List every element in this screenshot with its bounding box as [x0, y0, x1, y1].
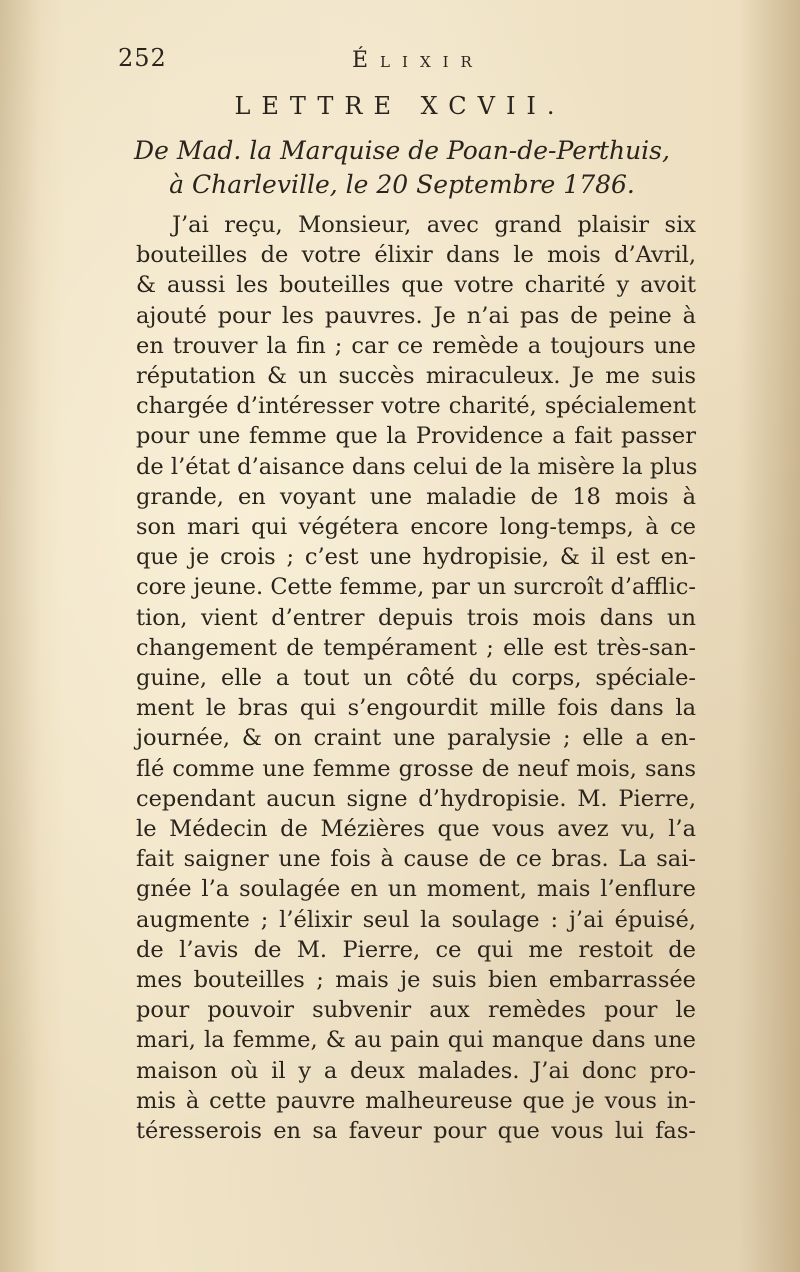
body-line: fait saigner une fois à cause de ce bras. La sai-: [136, 846, 696, 873]
body-line: de l’avis de M. Pierre, ce qui me restoit de: [136, 936, 696, 963]
salutation-line-2: à Charleville, le 20 Septembre 1786.: [169, 170, 635, 199]
body-line: & aussi les bouteilles que votre charité y avoit: [136, 272, 696, 299]
body-line: mes bouteilles ; mais je suis bien embarrassée: [136, 967, 696, 994]
body-line: flé comme une femme grosse de neuf mois, sans: [136, 755, 696, 782]
body-line: tion, vient d’entrer depuis trois mois dans un: [136, 604, 696, 631]
body-line: maison où il y a deux malades. J’ai donc pro-: [136, 1057, 696, 1084]
body-line: guine, elle a tout un côté du corps, spéciale-: [136, 665, 696, 692]
running-head: [118, 44, 558, 84]
body-line: de l’état d’aisance dans celui de la misère la plus: [136, 453, 698, 480]
letter-body: [136, 210, 696, 1146]
body-line: en trouver la fin ; car ce remède a toujours une: [136, 332, 696, 359]
body-line: augmente ; l’élixir seul la soulage : j’ai épuisé,: [136, 906, 696, 933]
letter-heading: LETTRE XCVII.: [234, 92, 566, 120]
body-line: core jeune. Cette femme, par un surcroît d’afflic-: [136, 574, 696, 601]
gutter-shadow: [0, 0, 40, 1272]
body-line: J’ai reçu, Monsieur, avec grand plaisir six: [172, 212, 696, 238]
body-line: son mari qui végétera encore long-temps, à ce: [136, 514, 696, 541]
body-line: pour une femme que la Providence a fait passer: [136, 423, 696, 450]
body-line: cependant aucun signe d’hydropisie. M. Pierre,: [136, 785, 696, 812]
body-line: téresserois en sa faveur pour que vous lui fas-: [136, 1118, 696, 1145]
salutation: [122, 134, 682, 202]
body-line: ment le bras qui s’engourdit mille fois dans la: [136, 695, 696, 722]
salutation-line-1: De Mad. la Marquise de Poan-de-Perthuis,: [134, 136, 670, 165]
body-line: pour pouvoir subvenir aux remèdes pour le: [136, 997, 696, 1024]
body-line: grande, en voyant une maladie de 18 mois à: [136, 483, 696, 510]
body-line: gnée l’a soulagée en un moment, mais l’enflure: [136, 876, 696, 903]
body-line: mis à cette pauvre malheureuse que je vous in-: [136, 1087, 696, 1114]
body-line: chargée d’intéresser votre charité, spécialement: [136, 393, 696, 420]
page-number: 252: [118, 44, 167, 72]
body-line: réputation & un succès miraculeux. Je me suis: [136, 363, 696, 390]
page-edge-shadow: [740, 0, 800, 1272]
body-line: changement de tempérament ; elle est très-san-: [136, 634, 696, 661]
body-line: le Médecin de Mézières que vous avez vu, l’a: [136, 816, 696, 843]
body-line: ajouté pour les pauvres. Je n’ai pas de peine à: [136, 302, 696, 329]
body-line: que je crois ; c’est une hydropisie, & il est en-: [136, 544, 696, 571]
body-line: mari, la femme, & au pain qui manque dans une: [136, 1027, 696, 1054]
body-line: bouteilles de votre élixir dans le mois d’Avril,: [136, 242, 696, 269]
running-title: Élixir: [352, 48, 484, 73]
body-line: journée, & on craint une paralysie ; elle a en-: [136, 725, 696, 752]
